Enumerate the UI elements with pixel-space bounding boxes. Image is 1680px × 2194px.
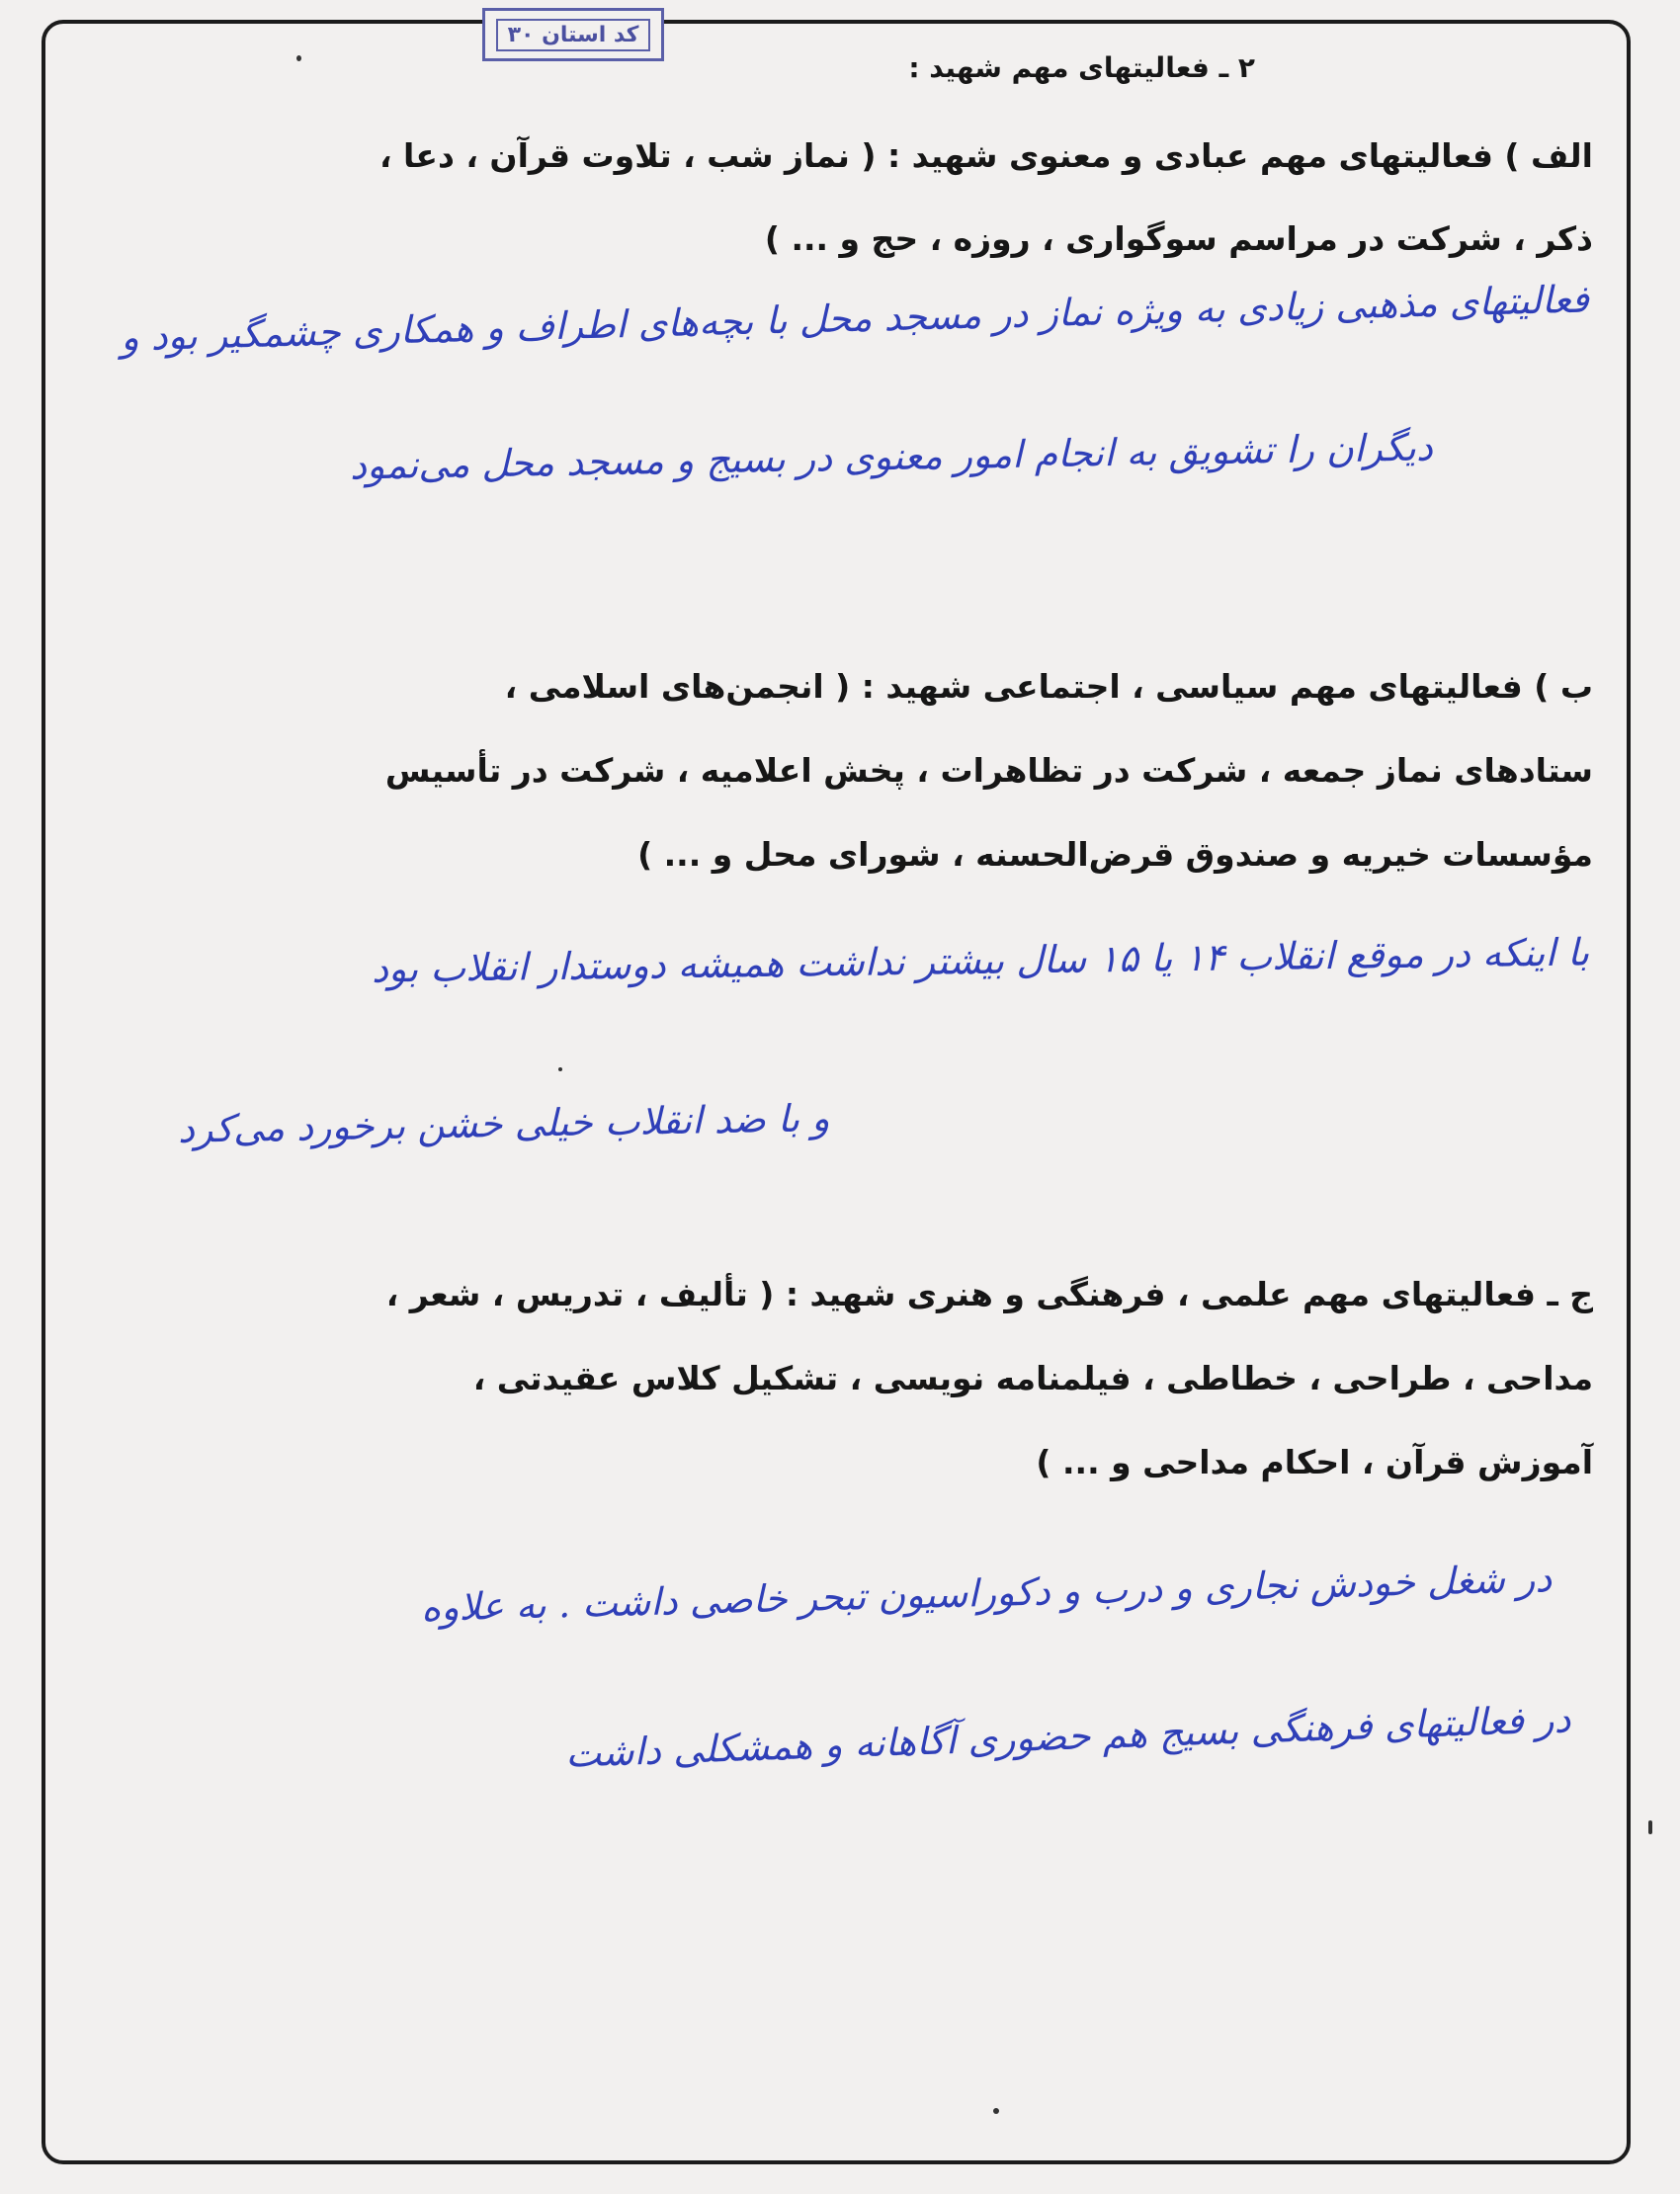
section-c-answer-line-2: در فعالیتهای فرهنگی بسیج هم حضوری آگاهانه و همشکلی داشت — [564, 1697, 1572, 1776]
section-b-line-2: ستادهای نماز جمعه ، شرکت در تظاهرات ، پخش اعلامیه ، شرکت در تأسیس — [384, 751, 1593, 790]
section-a-answer-line-2: دیگران را تشویق به انجام امور معنوی در بسیج و مسجد محل می‌نمود — [349, 425, 1434, 488]
province-code-stamp — [482, 8, 664, 61]
scan-speck — [296, 55, 301, 61]
section-a-answer-line-1: فعالیتهای مذهبی زیادی به ویژه نماز در مسجد محل با بچه‌های اطراف و همکاری چشمگیر بود و — [120, 277, 1590, 360]
section-c-line-1: ج ـ فعالیتهای مهم علمی ، فرهنگی و هنری شهید : ( تألیف ، تدریس ، شعر ، — [385, 1275, 1593, 1313]
scan-speck — [558, 1067, 562, 1071]
scan-speck — [1648, 1820, 1652, 1834]
section-a-line-1: الف ) فعالیتهای مهم عبادی و معنوی شهید : ( نماز شب ، تلاوت قرآن ، دعا ، — [379, 136, 1593, 175]
section-a-line-2: ذکر ، شرکت در مراسم سوگواری ، روزه ، حج و ... ) — [764, 219, 1593, 258]
section-c-answer-line-1: در شغل خودش نجاری و درب و دکوراسیون تبحر خاصی داشت . به علاوه — [420, 1557, 1553, 1630]
section-b-line-3: مؤسسات خیریه و صندوق قرض‌الحسنه ، شورای محل و ... ) — [637, 835, 1593, 874]
section-title: ۲ ـ فعالیتهای مهم شهید : — [908, 51, 1255, 84]
section-b-line-1: ب ) فعالیتهای مهم سیاسی ، اجتماعی شهید : ( انجمن‌های اسلامی ، — [504, 667, 1593, 706]
scan-speck — [993, 2108, 999, 2114]
section-c-line-3: آموزش قرآن ، احکام مداحی و ... ) — [1036, 1443, 1593, 1481]
section-b-answer-line-2: و با ضد انقلاب خیلی خشن برخورد می‌کرد — [178, 1096, 831, 1151]
section-c-line-2: مداحی ، طراحی ، خطاطی ، فیلمنامه نویسی ، تشکیل کلاس عقیدتی ، — [472, 1359, 1593, 1397]
section-b-answer-line-1: با اینکه در موقع انقلاب ۱۴ یا ۱۵ سال بیشتر نداشت همیشه دوستدار انقلاب بود — [371, 930, 1590, 991]
stamp-text: کد استان ۳۰ — [496, 19, 651, 51]
